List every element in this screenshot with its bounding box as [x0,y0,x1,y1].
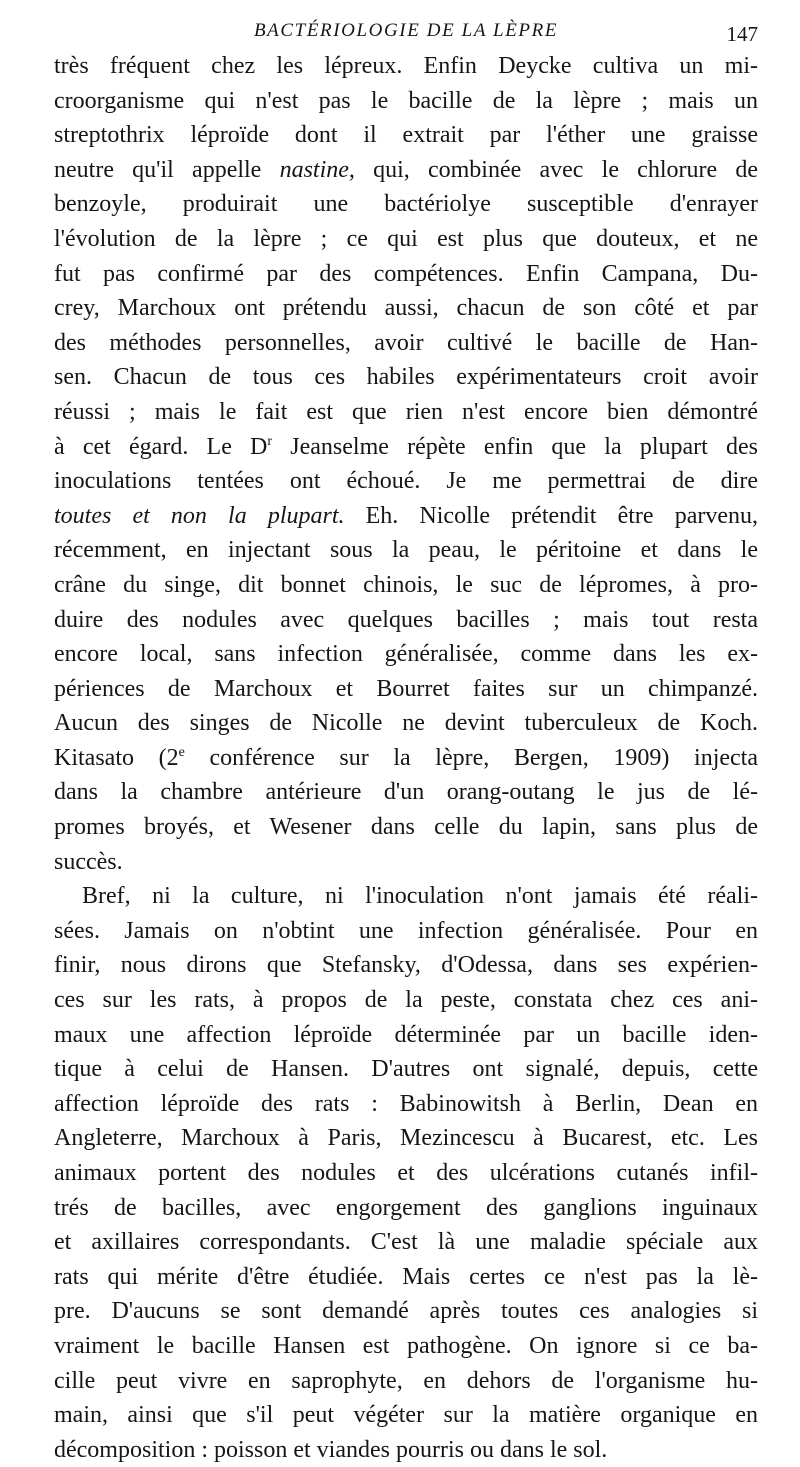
text-line [54,879,758,914]
text-segment: sen. Chacun de tous ces habiles expérimentateurs croit avoir [54,364,758,391]
text-line [54,1398,758,1433]
superscript: e [178,744,185,760]
body-text [54,49,758,1467]
text-line [54,914,758,949]
text-segment: qui, combinée avec le chlorure de [354,156,758,183]
text-segment: très fréquent chez les lépreux. Enfin Deycke cultiva un mi- [54,53,758,79]
text-segment: succès. [54,848,123,875]
text-segment: à cet égard. Le D [54,433,268,460]
text-line [54,568,758,603]
text-line [54,84,758,119]
text-segment: croorganisme qui n'est pas le bacille de la lèpre ; mais un [54,87,758,114]
text-line [54,1433,758,1467]
text-segment: main, ainsi que s'il peut végéter sur la matière organique en [54,1402,758,1429]
text-line [54,603,758,638]
text-line [54,360,758,395]
text-segment: décomposition : poisson et viandes pourris ou dans le sol. [54,1436,608,1463]
text-line [54,1225,758,1260]
text-segment: finir, nous dirons que Stefansky, d'Odessa, dans ses expérien- [54,952,758,979]
text-line [54,326,758,361]
text-line [54,153,758,188]
text-line [54,1052,758,1087]
text-line [54,499,758,534]
text-segment: périences de Marchoux et Bourret faites sur un chimpanzé. [54,675,758,702]
text-segment: streptothrix léproïde dont il extrait par l'éther une graisse [54,122,758,149]
text-line [54,291,758,326]
text-segment: des méthodes personnelles, avoir cultivé le bacille de Han- [54,329,758,356]
text-segment: ces sur les rats, à propos de la peste, constata chez ces ani- [54,987,758,1014]
text-line [54,222,758,257]
text-segment: animaux portent des nodules et des ulcérations cutanés infil- [54,1160,758,1186]
text-segment: réussi ; mais le fait est que rien n'est encore bien démontré [54,398,758,425]
text-segment: conférence sur la lèpre, Bergen, 1909) injecta [184,744,759,771]
text-segment: rats qui mérite d'être étudiée. Mais certes ce n'est pas la lè- [54,1263,758,1290]
text-line [54,637,758,672]
text-segment: duire des nodules avec quelques bacilles ; mais tout resta [54,606,758,633]
text-segment: l'évolution de la lèpre ; ce qui est plus que douteux, et ne [54,225,758,252]
text-segment: dans la chambre antérieure d'un orang-outang le jus de lé- [54,779,758,806]
text-segment: Angleterre, Marchoux à Paris, Mezincescu à Bucarest, etc. Les [54,1125,758,1152]
text-segment: et axillaires correspondants. C'est là une maladie spéciale aux [54,1229,758,1256]
text-line [54,257,758,292]
text-segment: sées. Jamais on n'obtint une infection généralisée. Pour en [54,917,758,944]
text-line [54,1364,758,1399]
text-segment: Kitasato (2 [54,744,179,771]
text-line [54,741,758,776]
text-segment: Bref, ni la culture, ni l'inoculation n'ont jamais été réali- [82,883,758,910]
text-segment: nastine, [279,156,355,183]
text-line [54,948,758,983]
text-segment: crey, Marchoux ont prétendu aussi, chacun de son côté et par [54,295,758,322]
text-segment: neutre qu'il appelle [54,156,280,183]
text-line [54,1018,758,1053]
text-segment: récemment, en injectant sous la peau, le péritoine et dans le [54,537,758,564]
text-segment: tique à celui de Hansen. D'autres ont signalé, depuis, cette [54,1056,758,1083]
text-line [54,1294,758,1329]
page-number: 147 [726,22,758,46]
text-line [54,430,758,465]
text-line [54,810,758,845]
text-segment: trés de bacilles, avec engorgement des ganglions inguinaux [54,1194,758,1221]
text-segment: inoculations tentées ont échoué. Je me permettrai de dire [54,468,758,495]
text-segment: encore local, sans infection généralisée, comme dans les ex- [54,641,758,668]
text-line [54,775,758,810]
text-line [54,395,758,430]
text-segment: toutes et non la plupart. [54,502,345,529]
text-segment: pre. D'aucuns se sont demandé après toutes ces analogies si [54,1298,758,1325]
text-segment: vraiment le bacille Hansen est pathogène. On ignore si ce ba- [54,1332,758,1359]
text-line [54,672,758,707]
text-line [54,1087,758,1122]
text-line [54,983,758,1018]
text-line [54,1191,758,1226]
text-segment: affection léproïde des rats : Babinowitsh à Berlin, Dean en [54,1090,758,1117]
text-line [54,1121,758,1156]
text-line [54,1156,758,1191]
text-segment: fut pas confirmé par des compétences. Enfin Campana, Du- [54,260,758,287]
text-line [54,1329,758,1364]
text-segment: maux une affection léproïde déterminée par un bacille iden- [54,1021,758,1048]
text-segment: Jeanselme répète enfin que la plupart des [272,433,758,460]
text-line [54,118,758,153]
superscript: r [267,433,273,449]
text-line [54,845,758,880]
text-line [54,187,758,222]
text-segment: Eh. Nicolle prétendit être parvenu, [344,502,758,529]
text-segment: cille peut vivre en saprophyte, en dehors de l'organisme hu- [54,1367,758,1394]
running-head [54,14,758,44]
text-line [54,464,758,499]
text-segment: benzoyle, produirait une bactériolye susceptible d'enrayer [54,191,758,218]
text-line [54,1260,758,1295]
text-line [54,706,758,741]
text-line [54,49,758,84]
running-title: BACTÉRIOLOGIE DE LA LÈPRE [253,20,559,41]
text-segment: crâne du singe, dit bonnet chinois, le suc de lépromes, à pro- [54,571,758,598]
text-line [54,533,758,568]
text-segment: promes broyés, et Wesener dans celle du lapin, sans plus de [54,814,758,841]
text-segment: Aucun des singes de Nicolle ne devint tuberculeux de Koch. [54,710,758,737]
